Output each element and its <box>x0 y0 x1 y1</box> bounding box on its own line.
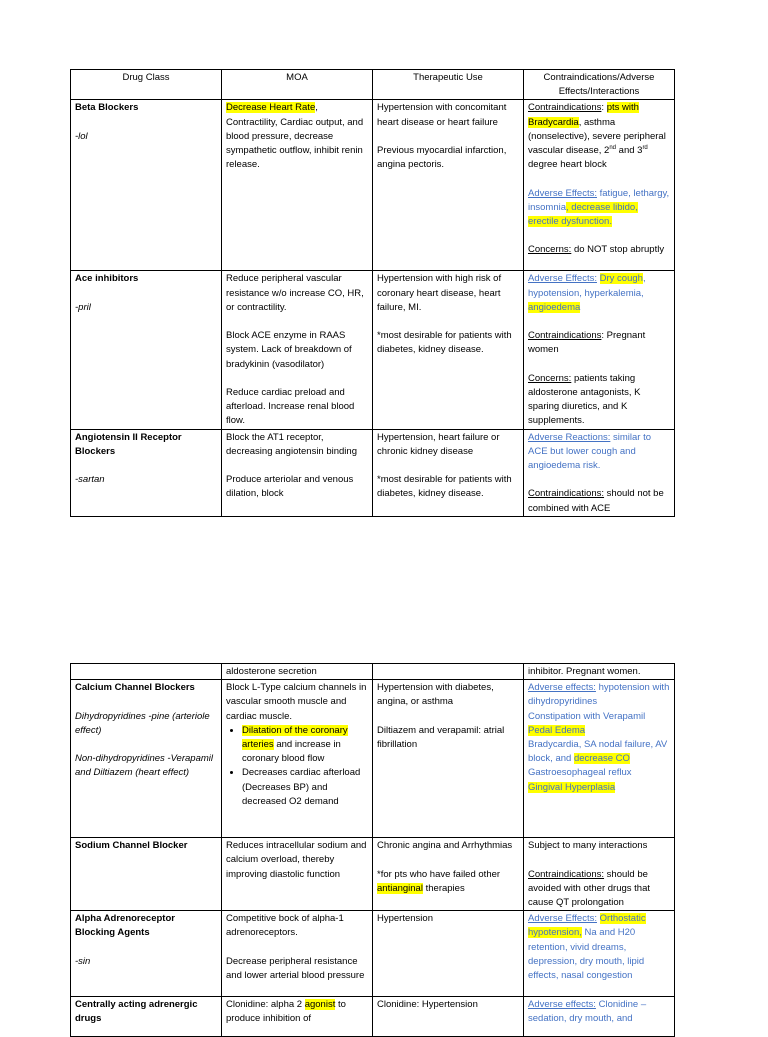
contraindications-text: : Pregnant women <box>528 330 646 356</box>
use-text: Clonidine: Hypertension <box>377 999 478 1011</box>
moa-text: Produce arteriolar and venous dilation, block <box>226 474 354 500</box>
cell-drug-class <box>71 838 222 911</box>
adverse-effects-text: Bradycardia, SA nodal failure, AV block, and <box>528 739 668 765</box>
contraindications-text: should be avoided with other drugs that cause QT prolongation <box>528 868 650 908</box>
highlight-text: Orthostatic hypotension, <box>528 913 646 939</box>
table-row-beta-blockers <box>71 100 675 271</box>
contraindications-text: should not be combined with ACE <box>528 488 664 514</box>
adverse-effects-label: Adverse effects: <box>528 999 596 1011</box>
superscript: nd <box>609 144 617 151</box>
cell-moa <box>222 997 373 1037</box>
interactions-text: Subject to many interactions <box>528 840 648 852</box>
cell-therapeutic-use <box>373 680 524 838</box>
use-text: Chronic angina and Arrhythmias <box>377 840 513 852</box>
concerns-text: patients taking aldosterone antagonists, K sparing diuretics, and K supplements. <box>528 372 641 427</box>
cell-drug-class <box>71 429 222 516</box>
header-drug-class: Drug Class <box>71 70 222 100</box>
cell-drug-class <box>71 911 222 997</box>
moa-text: to produce inhibition of <box>226 999 346 1025</box>
contraindications-text: and 3 <box>616 145 643 157</box>
table-row-centrally-acting <box>71 997 675 1037</box>
adverse-effects-text: Gastroesophageal reflux <box>528 767 632 779</box>
cell-drug-class <box>71 271 222 429</box>
cell-moa <box>222 680 373 838</box>
header-contraindications: Contraindications/Adverse Effects/Interactions <box>524 70 675 100</box>
moa-text: Decrease peripheral resistance and lower arterial blood pressure <box>226 955 365 981</box>
cell-moa <box>222 838 373 911</box>
contraindications-label: Contraindications: <box>528 488 605 500</box>
cell-therapeutic-use <box>373 271 524 429</box>
highlight-text: agonist <box>304 999 336 1011</box>
cell-moa <box>222 911 373 997</box>
cell-contraindications <box>524 271 675 429</box>
concerns-label: Concerns: <box>528 244 572 256</box>
header-moa: MOA <box>222 70 373 100</box>
cell-moa <box>222 271 373 429</box>
adverse-effects-label: Adverse Effects: <box>528 913 597 925</box>
highlight-text: angioedema <box>528 301 581 313</box>
cell-drug-class <box>71 680 222 838</box>
cell-moa <box>222 429 373 516</box>
use-text: Hypertension with diabetes, angina, or asthma <box>377 682 494 708</box>
cell-contraindications <box>524 100 675 271</box>
list-item: • Decreases cardiac afterload (Decreases BP) and decreased O2 demand <box>242 766 368 809</box>
table-row-calcium-channel-blockers <box>71 680 675 838</box>
adverse-effects-text: Constipation with Verapamil <box>528 710 646 722</box>
highlight-text: Dilatation of the coronary arteries <box>242 724 348 751</box>
use-text: Previous myocardial infarction, angina pectoris. <box>377 145 507 171</box>
list-item-text: and increase in coronary blood flow <box>242 739 341 765</box>
moa-text: Reduce peripheral vascular resistance w/o increase CO, HR, or contractility. <box>226 273 364 313</box>
cell-therapeutic-use <box>373 429 524 516</box>
adverse-reactions-text: similar to ACE but lower cough and angioedema risk. <box>528 431 652 472</box>
highlight-text: , decrease libido, erectile dysfunction. <box>528 201 638 228</box>
highlight-text: Gingival Hyperplasia <box>528 781 616 793</box>
adverse-effects-label: Adverse Effects: <box>528 187 597 199</box>
drug-suffix: -lol <box>75 130 88 142</box>
adverse-effects-text: hypotension with dihydropyridines <box>528 682 670 708</box>
drug-suffix: -sartan <box>75 474 105 486</box>
adverse-effects-text: Clonidine – sedation, dry mouth, and <box>528 999 647 1025</box>
use-text: Diltiazem and verapamil: atrial fibrillation <box>377 724 505 750</box>
adverse-effects-text: fatigue, lethargy, insomnia <box>528 187 670 213</box>
contraindications-label: Contraindications <box>528 330 602 342</box>
adverse-effects-label: Adverse effects: <box>528 682 596 694</box>
use-text: *most desirable for patients with diabetes, kidney disease. <box>377 474 512 500</box>
contraindications-text: degree heart block <box>528 159 607 171</box>
cell-therapeutic-use <box>373 838 524 911</box>
superscript: rd <box>642 144 648 151</box>
use-text: *for pts who have failed other <box>377 868 501 880</box>
highlight-text: Pedal Edema <box>528 724 586 736</box>
use-text: Hypertension with concomitant heart disease or heart failure <box>377 102 507 128</box>
cell-moa: aldosterone secretion <box>222 664 373 680</box>
cell-therapeutic-use <box>373 664 524 680</box>
table-row-continuation <box>71 664 675 680</box>
cell-drug-class <box>71 664 222 680</box>
adverse-reactions-label: Adverse Reactions: <box>528 431 611 443</box>
drug-class-name: Calcium Channel Blockers <box>75 682 195 694</box>
adverse-effects-label: Adverse Effects: <box>528 273 597 285</box>
cell-drug-class <box>71 997 222 1037</box>
cell-contraindications <box>524 429 675 516</box>
cell-contraindications <box>524 911 675 997</box>
drug-subclass: Dihydropyridines -pine (arteriole effect) <box>75 710 210 736</box>
cell-therapeutic-use <box>373 911 524 997</box>
highlight-text: antianginal <box>377 882 423 894</box>
contraindications-label: Contraindications <box>528 102 602 114</box>
cell-therapeutic-use <box>373 997 524 1037</box>
cell-contraindications <box>524 997 675 1037</box>
cell-contraindications <box>524 680 675 838</box>
contraindications-label: Contraindications: <box>528 868 605 880</box>
concerns-label: Concerns: <box>528 372 572 384</box>
cell-therapeutic-use <box>373 100 524 271</box>
highlight-text: decrease CO <box>573 753 630 765</box>
colon-text: : <box>601 102 607 114</box>
table-row-alpha-blockers <box>71 911 675 997</box>
contraindications-text: , asthma (nonselective), severe peripheral vascular disease, 2 <box>528 116 666 157</box>
moa-text: Block the AT1 receptor, decreasing angiotensin binding <box>226 431 357 457</box>
cell-contraindications: inhibitor. Pregnant women. <box>524 664 675 680</box>
drug-table-top <box>70 69 675 517</box>
concerns-text: do NOT stop abruptly <box>571 244 665 256</box>
moa-text: Reduce cardiac preload and afterload. Increase renal blood flow. <box>226 387 355 427</box>
use-text: *most desirable for patients with diabetes, kidney disease. <box>377 330 512 356</box>
highlight-text: pts with Bradycardia <box>528 102 639 128</box>
table-row-arb <box>71 429 675 516</box>
cell-contraindications <box>524 838 675 911</box>
use-text: Hypertension, heart failure or chronic kidney disease <box>377 431 500 457</box>
header-therapeutic-use: Therapeutic Use <box>373 70 524 100</box>
use-text: Hypertension <box>377 913 433 925</box>
drug-subclass: Non-dihydropyridines -Verapamil and Diltiazem (heart effect) <box>75 753 213 779</box>
table-row-ace-inhibitors <box>71 271 675 429</box>
drug-suffix: -sin <box>75 955 91 967</box>
list-item <box>242 724 368 767</box>
drug-class-name: Centrally acting adrenergic drugs <box>75 999 198 1025</box>
use-text: Hypertension with high risk of coronary heart disease, heart failure, MI. <box>377 273 502 313</box>
drug-class-name: Beta Blockers <box>75 102 139 114</box>
moa-text: Clonidine: alpha 2 <box>226 999 305 1011</box>
adverse-effects-text: Na and H20 retention, vivid dreams, depression, dry mouth, lipid effects, nasal congestion <box>528 927 645 982</box>
drug-class-name: Ace inhibitors <box>75 273 139 285</box>
drug-table-bottom <box>70 663 675 1037</box>
highlight-text: Decrease Heart Rate <box>226 102 316 114</box>
drug-suffix: -pril <box>75 301 91 313</box>
drug-class-name: Alpha Adrenoreceptor Blocking Agents <box>75 913 175 939</box>
moa-text: Block L-Type calcium channels in vascular smooth muscle and cardiac muscle. <box>226 682 367 722</box>
moa-text: Reduces intracellular sodium and calcium overload, thereby improving diastolic function <box>226 840 367 880</box>
table-header-row <box>71 70 675 100</box>
moa-text: Block ACE enzyme in RAAS system. Lack of breakdown of bradykinin (vasodilator) <box>226 330 352 370</box>
drug-class-name: Angiotensin II Receptor Blockers <box>75 431 182 457</box>
drug-class-name: Sodium Channel Blocker <box>75 840 188 852</box>
table-row-sodium-channel-blocker <box>71 838 675 911</box>
adverse-effects-text: , hypotension, hyperkalemia, <box>528 273 646 299</box>
moa-bullet-list <box>226 724 368 809</box>
cell-moa <box>222 100 373 271</box>
moa-text: , Contractility, Cardiac output, and blood pressure, decrease sympathetic outflow, inhibit renin release. <box>226 102 364 171</box>
cell-drug-class <box>71 100 222 271</box>
moa-text: Competitive bock of alpha-1 adrenoreceptors. <box>226 913 344 939</box>
highlight-text: Dry cough <box>599 273 643 285</box>
use-text: therapies <box>422 882 465 894</box>
